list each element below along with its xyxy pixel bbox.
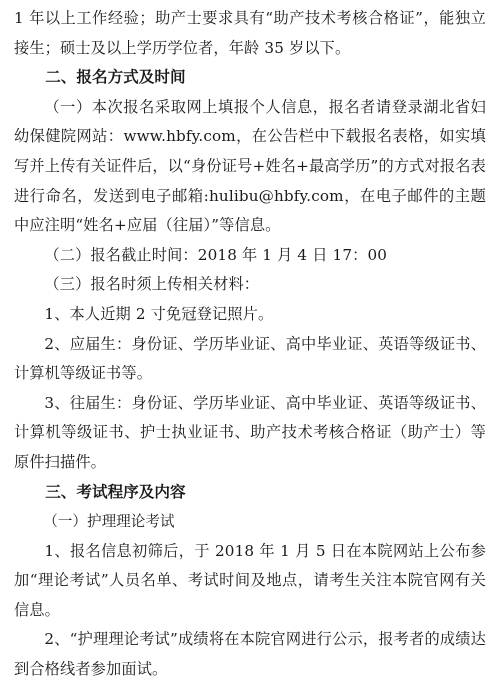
registration-method-paragraph: （一）本次报名采取网上填报个人信息，报名者请登录湖北省妇幼保健院网站：www.hbfy.com，在公告栏中下载报名表格，如实填写并上传有关证件后，以“身份证号+姓名+最高学历”的方式对报名表进行命名，发送到电子邮箱:hulibu@hbfy.com，在电子邮件的主题中应注明“姓名+应届（往届）”等信息。 [14,97,486,235]
intro-paragraph: 1 年以上工作经验；助产士要求具有“助产技术考核合格证”，能独立接生；硕士及以上学历学位者，年龄 35 岁以下。 [14,9,486,57]
registration-deadline-paragraph: （二）报名截止时间：2018 年 1 月 4 日 17：00 [44,245,388,264]
theory-exam-paragraph-2: 2、“护理理论考试”成绩将在本院官网进行公示，报考者的成绩达到合格线者参加面试。 [14,630,486,679]
materials-item-3: 3、往届生：身份证、学历毕业证、高中毕业证、英语等级证书、计算机等级证书、护士执业证书、助产技术考核合格证（助产士）等原件扫描件。 [14,393,486,471]
materials-item-2: 2、应届生：身份证、学历毕业证、高中毕业证、英语等级证书、计算机等级证书等。 [14,334,486,383]
section-2-heading: 二、报名方式及时间 [45,68,186,87]
materials-item-1: 1、本人近期 2 寸免冠登记照片。 [44,304,274,323]
section-3-heading: 三、考试程序及内容 [45,482,186,501]
subsection-theory-exam-heading: （一）护理理论考试 [43,513,175,531]
theory-exam-paragraph-1: 1、报名信息初筛后，于 2018 年 1 月 5 日在本院网站上公布参加“理论考试”人员名单、考试时间及地点，请考生关注本院官网有关信息。 [14,541,486,619]
materials-heading-paragraph: （三）报名时须上传相关材料： [44,275,260,294]
